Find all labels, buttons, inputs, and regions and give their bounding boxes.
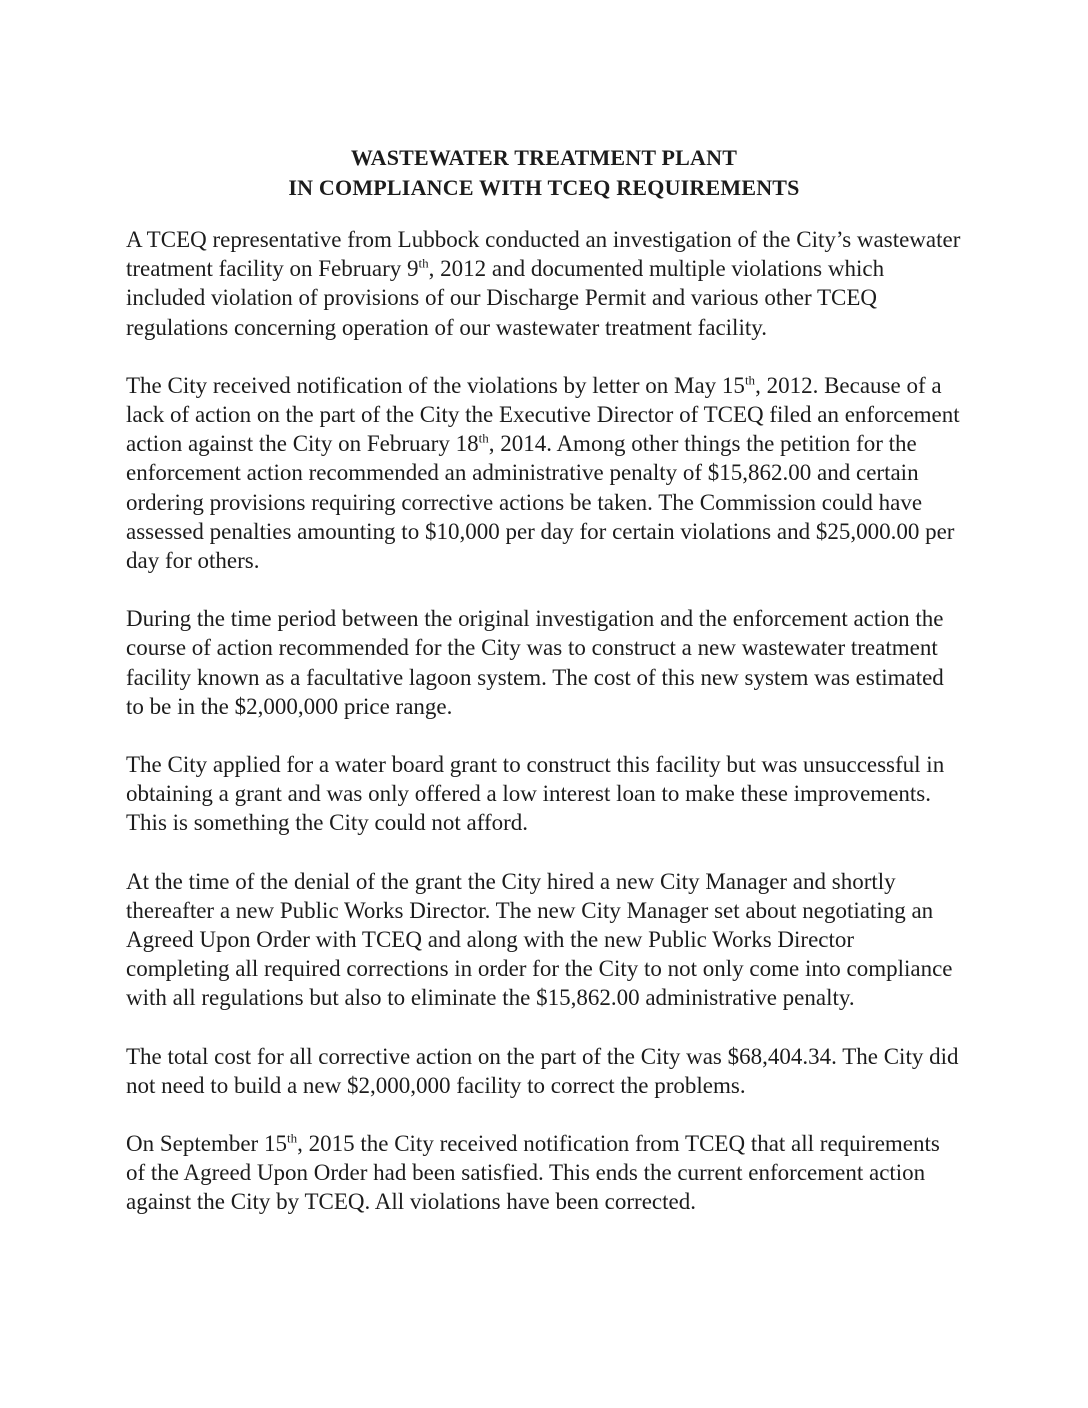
paragraph-text: , 2012. Because of a lack of action on the part of the City the Executive Director of TCEQ filed an enforcement action against the City on February 18 (126, 372, 960, 457)
paragraph-text: The City received notification of the violations by letter on May 15 (126, 372, 745, 398)
paragraph-investigation (126, 225, 961, 342)
document-body (126, 225, 961, 1246)
document-title (0, 143, 1088, 203)
ordinal-suffix: th (286, 1130, 298, 1146)
paragraph-text: On September 15 (126, 1131, 287, 1157)
title-line-1: WASTEWATER TREATMENT PLANT (350, 145, 738, 170)
paragraph-text: , 2015 the City received notification from TCEQ that all requirements of the Agreed Upon Order had been satisfied. This ends the current enforcement action against the City by TCEQ. All violations have been corrected. (126, 1131, 940, 1215)
paragraph-enforcement (126, 371, 961, 575)
ordinal-suffix: th (478, 430, 489, 446)
paragraph-text: A TCEQ representative from Lubbock conducted an investigation of the City’s wastewater treatment facility on February 9 (126, 227, 961, 282)
paragraph-lagoon-system: During the time period between the original investigation and the enforcement action the course of action recommended for the City was to construct a new wastewater treatment facility known as a facultative lagoon system. The cost of this new system was estimated to be in the $2,000,000 price range. (126, 606, 944, 719)
paragraph-grant: The City applied for a water board grant to construct this facility but was unsuccessful in obtaining a grant and was only offered a low interest loan to make these improvements. This is something the City could not afford. (126, 752, 945, 836)
paragraph-text: , 2014. Among other things the petition for the enforcement action recommended an administrative penalty of $15,862.00 and certain ordering provisions requiring corrective actions be taken. The Commission could have assessed penalties amounting to $10,000 per day for certain violations and $25,000.00 per day for others. (126, 431, 955, 574)
paragraph-total-cost: The total cost for all corrective action on the part of the City was $68,404.34. The City did not need to build a new $2,000,000 facility to correct the problems. (126, 1043, 959, 1098)
paragraph-new-management: At the time of the denial of the grant the City hired a new City Manager and shortly thereafter a new Public Works Director. The new City Manager set about negotiating an Agreed Upon Order with TCEQ and along with the new Public Works Director completing all required corrections in order for the City to not only come into compliance with all regulations but also to eliminate the $15,862.00 administrative penalty. (126, 868, 953, 1011)
ordinal-suffix: th (418, 255, 429, 271)
ordinal-suffix: th (744, 372, 756, 388)
paragraph-text: , 2012 and documented multiple violations which included violation of provisions of our Discharge Permit and various other TCEQ regulations concerning operation of our wastewater treatment facility. (126, 256, 885, 340)
paragraph-compliance (126, 1129, 961, 1217)
title-line-2: IN COMPLIANCE WITH TCEQ REQUIREMENTS (288, 175, 800, 200)
